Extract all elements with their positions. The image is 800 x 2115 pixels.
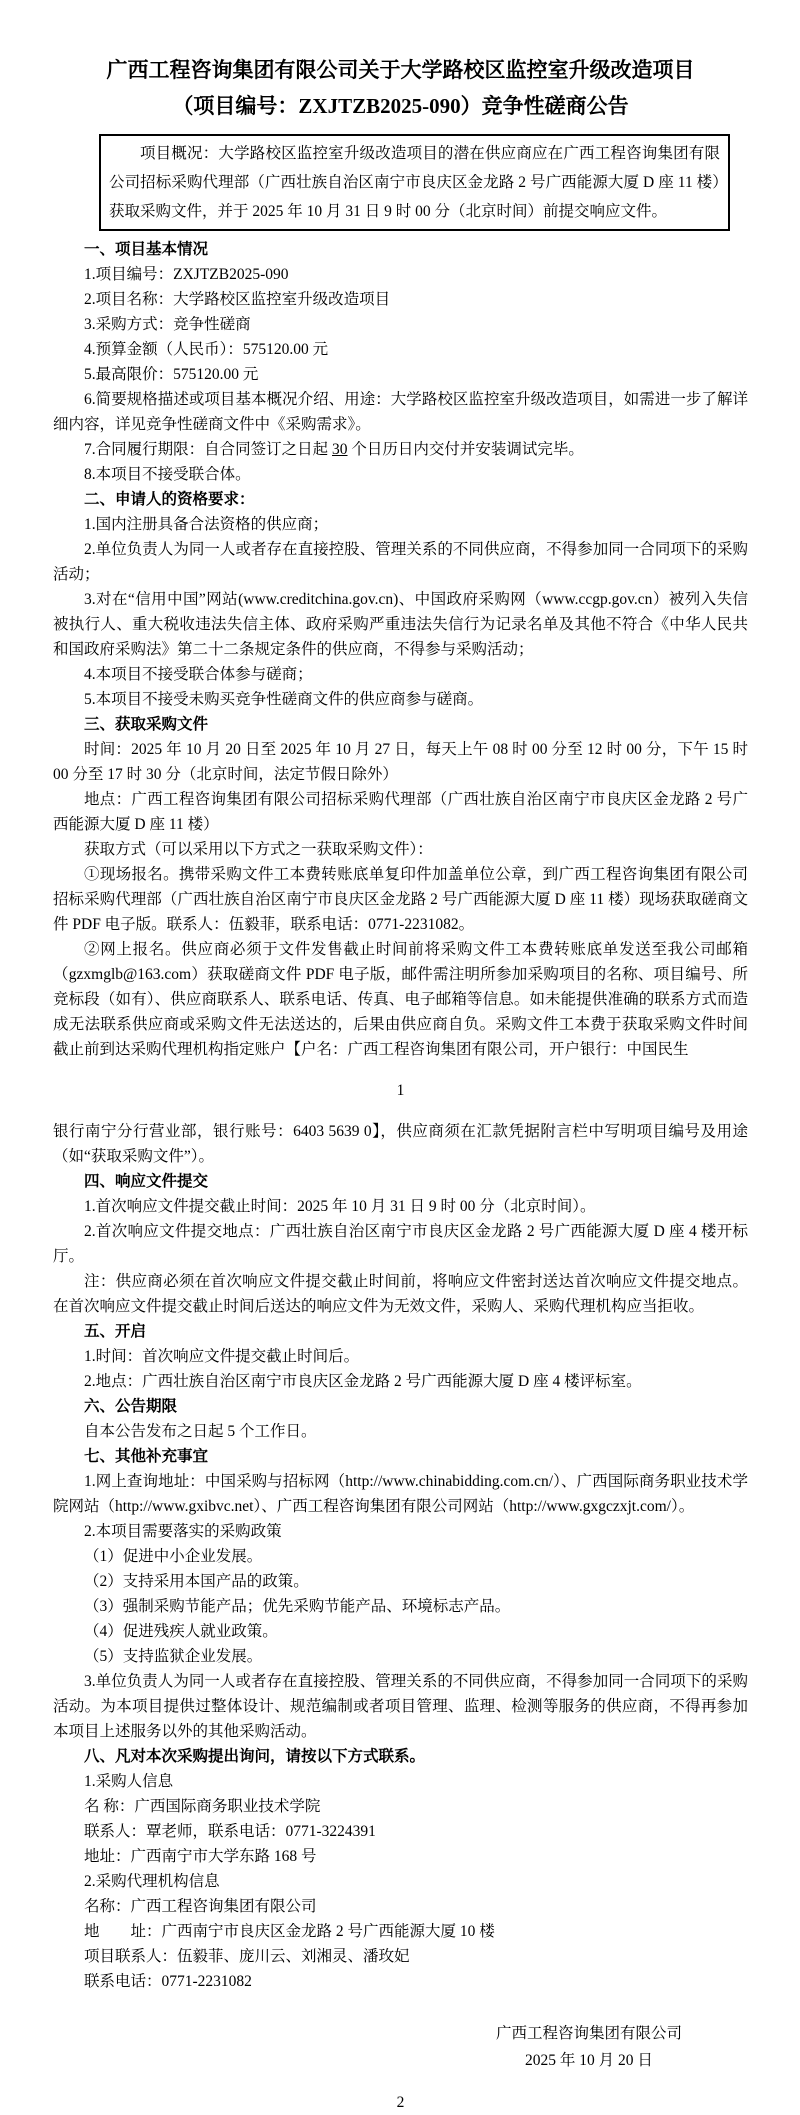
obtain-method-onsite: ①现场报名。携带采购文件工本费转账底单复印件加盖单位公章，到广西工程咨询集团有限公司招标采购代理部（广西壮族自治区南宁市良庆区金龙路 2 号广西能源大厦 D 座 11 楼）现场获取磋商文件 PDF 电子版。联系人：伍毅菲，联系电话：0771-2231082。 — [53, 866, 748, 933]
policy-4: （4）促进残疾人就业政策。 — [84, 1623, 278, 1640]
contract-term — [53, 437, 748, 462]
max-price: 5.最高限价：575120.00 元 — [84, 366, 259, 383]
obtain-method-intro: 获取方式（可以采用以下方式之一获取采购文件）： — [84, 841, 433, 858]
section-1-heading: 一、项目基本情况 — [84, 241, 209, 258]
contract-term-post: 个日历日内交付并安装调试完毕。 — [347, 441, 584, 458]
purchaser-info-title: 1.采购人信息 — [84, 1773, 174, 1790]
project-name: 2.项目名称：大学路校区监控室升级改造项目 — [84, 291, 391, 308]
agency-info-title: 2.采购代理机构信息 — [84, 1873, 220, 1890]
obtain-method-online-part2: 银行南宁分行营业部，银行账号：6403 5639 0】，供应商须在汇款凭据附言栏中写明项目编号及用途（如“获取采购文件”）。 — [53, 1123, 748, 1165]
policy-restriction: 3.单位负责人为同一人或者存在直接控股、管理关系的不同供应商，不得参加同一合同项下的采购活动。为本项目提供过整体设计、规范编制或者项目管理、监理、检测等服务的供应商，不得再参加本项目上述服务以外的其他采购活动。 — [53, 1673, 748, 1740]
agency-phone: 联系电话：0771-2231082 — [84, 1973, 252, 1990]
qualification-2: 2.单位负责人为同一人或者存在直接控股、管理关系的不同供应商，不得参加同一合同项下的采购活动； — [53, 541, 748, 583]
contract-term-days: 30 — [332, 441, 348, 458]
project-overview-text: 项目概况：大学路校区监控室升级改造项目的潜在供应商应在广西工程咨询集团有限公司招标采购代理部（广西壮族自治区南宁市良庆区金龙路 2 号广西能源大厦 D 座 11 楼）获取采购文件，并于 2025 年 10 月 31 日 9 时 00 分（北京时间）前提交响应文件。 — [109, 145, 720, 220]
section-6-heading: 六、公告期限 — [84, 1398, 178, 1415]
contract-term-pre: 7.合同履行期限：自合同签订之日起 — [84, 441, 333, 458]
page-title — [53, 52, 748, 124]
procurement-method: 3.采购方式：竞争性磋商 — [84, 316, 251, 333]
section-3-heading: 三、获取采购文件 — [84, 716, 209, 733]
section-8-heading: 八、凡对本次采购提出询问，请按以下方式联系。 — [84, 1748, 426, 1765]
policy-5: （5）支持监狱企业发展。 — [84, 1648, 263, 1665]
submission-deadline: 1.首次响应文件提交截止时间：2025 年 10 月 31 日 9 时 00 分（北京时间）。 — [84, 1198, 596, 1215]
no-consortium: 8.本项目不接受联合体。 — [84, 466, 251, 483]
obtain-method-online-part1: ②网上报名。供应商必须于文件发售截止时间前将采购文件工本费转账底单发送至我公司邮箱（gzxmglb@163.com）获取磋商文件 PDF 电子版，邮件需注明所参加采购项目的名称、项目编号、所竞标段（如有）、供应商联系人、联系电话、传真、电子邮箱等信息。如未能提供准确的联系方式而造成无法联系供应商或采购文件无法送达的，后果由供应商自负。采购文件工本费于获取采购文件时间截止前到达采购代理机构指定账户【户名：广西工程咨询集团有限公司，开户银行：中国民生 — [53, 941, 748, 1058]
project-overview-box — [99, 134, 730, 231]
section-7-heading: 七、其他补充事宜 — [84, 1448, 209, 1465]
title-line-2: （项目编号：ZXJTZB2025-090）竞争性磋商公告 — [172, 94, 629, 118]
page-number-1: 1 — [396, 1082, 405, 1099]
qualification-1: 1.国内注册具备合法资格的供应商； — [84, 516, 329, 533]
policy-2: （2）支持采用本国产品的政策。 — [84, 1573, 309, 1590]
document-time: 时间：2025 年 10 月 20 日至 2025 年 10 月 27 日，每天上午 08 时 00 分至 12 时 00 分，下午 15 时 00 分至 17 时 30 分（北京时间，法定节假日除外） — [53, 741, 748, 783]
online-query-urls: 1.网上查询地址：中国采购与招标网（http://www.chinabidding.com.cn/）、广西国际商务职业技术学院网站（http://www.gxibvc.net）、广西工程咨询集团有限公司网站（http://www.gxgczxjt.com/）。 — [53, 1473, 748, 1515]
purchaser-contact: 联系人：覃老师，联系电话：0771-3224391 — [84, 1823, 376, 1840]
qualification-3: 3.对在“信用中国”网站(www.creditchina.gov.cn)、中国政府采购网（www.ccgp.gov.cn）被列入失信被执行人、重大税收违法失信主体、政府采购严重违法失信行为记录名单及其他不符合《中华人民共和国政府采购法》第二十二条规定条件的供应商，不得参与采购活动； — [53, 591, 748, 658]
signature-block — [53, 2020, 748, 2074]
budget-amount: 4.预算金额（人民币）：575120.00 元 — [84, 341, 329, 358]
page-number-2: 2 — [396, 2094, 405, 2111]
project-number: 1.项目编号：ZXJTZB2025-090 — [84, 266, 289, 283]
policy-1: （1）促进中小企业发展。 — [84, 1548, 263, 1565]
section-5-heading: 五、开启 — [84, 1323, 147, 1340]
document-place: 地点：广西工程咨询集团有限公司招标采购代理部（广西壮族自治区南宁市良庆区金龙路 2 号广西能源大厦 D 座 11 楼） — [53, 791, 748, 833]
submission-note: 注：供应商必须在首次响应文件提交截止时间前，将响应文件密封送达首次响应文件提交地点。在首次响应文件提交截止时间后送达的响应文件为无效文件，采购人、采购代理机构应当拒收。 — [53, 1273, 748, 1315]
purchaser-name: 名 称：广西国际商务职业技术学院 — [84, 1798, 321, 1815]
opening-time: 1.时间：首次响应文件提交截止时间后。 — [84, 1348, 360, 1365]
announcement-period: 自本公告发布之日起 5 个工作日。 — [84, 1423, 317, 1440]
opening-place: 2.地点：广西壮族自治区南宁市良庆区金龙路 2 号广西能源大厦 D 座 4 楼评标室。 — [84, 1373, 642, 1390]
signature-date: 2025 年 10 月 20 日 — [525, 2052, 653, 2069]
signature-company: 广西工程咨询集团有限公司 — [495, 2025, 682, 2042]
section-4-heading: 四、响应文件提交 — [84, 1173, 209, 1190]
policy-3: （3）强制采购节能产品；优先采购节能产品、环境标志产品。 — [84, 1598, 511, 1615]
section-2-heading: 二、申请人的资格要求： — [84, 491, 255, 508]
policy-intro: 2.本项目需要落实的采购政策 — [84, 1523, 282, 1540]
purchaser-address: 地址：广西南宁市大学东路 168 号 — [84, 1848, 317, 1865]
qualification-4: 4.本项目不接受联合体参与磋商； — [84, 666, 313, 683]
agency-address: 地 址：广西南宁市良庆区金龙路 2 号广西能源大厦 10 楼 — [84, 1923, 495, 1940]
submission-place: 2.首次响应文件提交地点：广西壮族自治区南宁市良庆区金龙路 2 号广西能源大厦 D 座 4 楼开标厅。 — [53, 1223, 748, 1265]
spec-description: 6.简要规格描述或项目基本概况介绍、用途：大学路校区监控室升级改造项目，如需进一步了解详细内容，详见竞争性磋商文件中《采购需求》。 — [53, 391, 748, 433]
agency-name: 名称：广西工程咨询集团有限公司 — [84, 1898, 317, 1915]
agency-contacts: 项目联系人：伍毅菲、庞川云、刘湘灵、潘玫妃 — [84, 1948, 410, 1965]
title-line-1: 广西工程咨询集团有限公司关于大学路校区监控室升级改造项目 — [106, 58, 695, 82]
qualification-5: 5.本项目不接受未购买竞争性磋商文件的供应商参与磋商。 — [84, 691, 484, 708]
